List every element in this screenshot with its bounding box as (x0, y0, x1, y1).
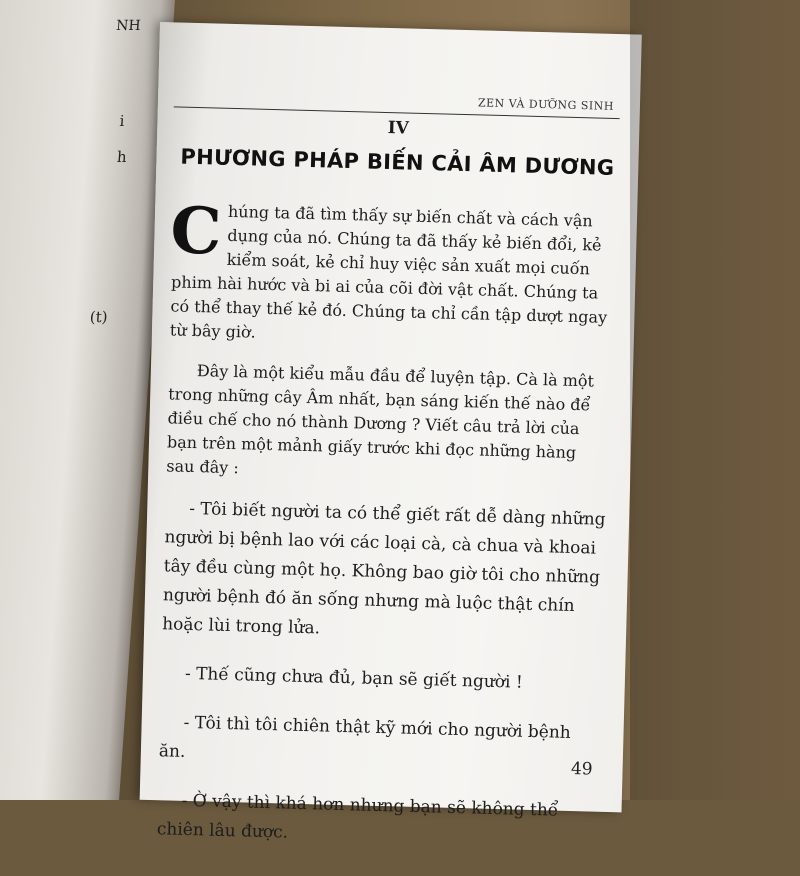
paragraph-1 (169, 193, 616, 354)
page-body (156, 193, 615, 875)
dialog-line: - Thế cũng chưa đủ, bạn sẽ giết người ! (184, 663, 523, 693)
chapter-number: IV (387, 118, 410, 139)
dialog-line: - Ờ vậy thì khá hơn nhưng bạn sẽ không thể chiên lâu được. (156, 790, 559, 843)
book-page (140, 22, 642, 843)
paragraph-2: Đây là một kiểu mẫu đầu để luyện tập. Cà là một trong những cây Âm nhất, bạn sáng kiến thế nào để điều chế cho nó thành Dương ? Viết câu trả lời của bạn trên một mảnh giấy trước khi đọc những hàng sau đây : (166, 361, 595, 478)
chapter-title: PHƯƠNG PHÁP BIẾN CẢI ÂM DƯƠNG (180, 144, 615, 180)
dialog-line: - Tôi biết người ta có thể giết rất dễ dàng những người bị bệnh lao với các loại cà, cà chua và khoai tây đều cùng một họ. Không bao giờ tôi cho những người bệnh đó ăn sống nhưng mà luộc thật chín hoặc lùi trong lửa. (161, 498, 606, 639)
paragraph-1-text: húng ta đã tìm thấy sự biến chất và cách vận dụng của nó. Chúng ta đã thấy kẻ biến đổi, kẻ kiểm soát, kẻ chỉ huy việc sản xuất mọi cuốn phim hài hước và bi ai của cõi đời vật chất. Chúng ta có thể thay thế kẻ đó. Chúng ta chỉ cần tập dượt ngay từ bây giờ. (169, 201, 608, 342)
page-number: 49 (570, 759, 593, 780)
page-edge-shadow (630, 0, 800, 800)
running-head: ZEN VÀ DƯỠNG SINH (477, 96, 615, 113)
left-page-header-fragment: NH (115, 18, 142, 34)
left-page-fragment: i (118, 112, 125, 130)
drop-cap: C (169, 193, 223, 270)
dialog-line: - Tôi thì tôi chiên thật kỹ mới cho người bệnh ăn. (158, 712, 572, 762)
left-page-fragment: (t) (89, 308, 109, 326)
left-page-fragment: h (116, 148, 128, 166)
